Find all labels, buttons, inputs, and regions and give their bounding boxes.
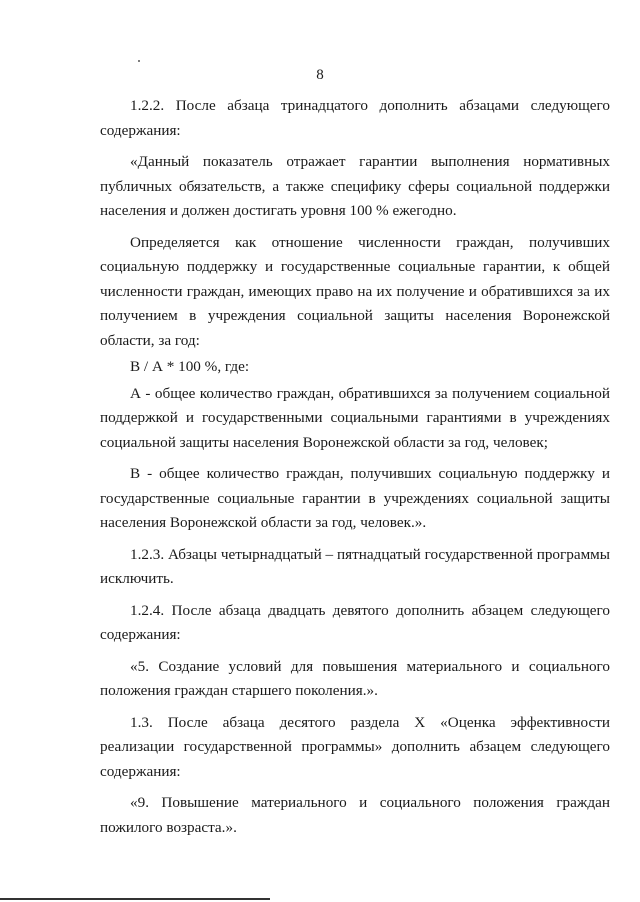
paragraph-item-5: «5. Создание условий для повышения материального и социального положения граждан старшего поколения.». bbox=[100, 657, 610, 699]
paragraph-1-2-3: 1.2.3. Абзацы четырнадцатый – пятнадцатый государственной программы исключить. bbox=[100, 545, 610, 587]
paragraph-variable-a: А - общее количество граждан, обратившихся за получением социальной поддержкой и государственными социальными гарантиями в учреждениях социальной защиты населения Воронежской области за год, человек; bbox=[100, 384, 610, 451]
paragraph-variable-b: В - общее количество граждан, получивших социальную поддержку и государственные социальные гарантии в учреждениях социальной защиты населения Воронежской области за год, человек.». bbox=[100, 465, 610, 531]
document-body bbox=[100, 94, 610, 847]
page-number: 8 bbox=[316, 67, 324, 83]
paragraph-1-3: 1.3. После абзаца десятого раздела X «Оценка эффективности реализации государственной программы» дополнить абзацем следующего содержания: bbox=[100, 713, 610, 780]
paragraph-calculation-definition: Определяется как отношение численности граждан, получивших социальную поддержку и государственные социальные гарантии, к общей численности граждан, имеющих право на их получение и обратившихся за их получением в учреждения социальной защиты населения Воронежской области, за год: bbox=[100, 233, 610, 349]
paragraph-formula: В / А * 100 %, где: bbox=[130, 358, 250, 375]
scan-edge-line bbox=[0, 898, 270, 900]
paragraph-item-9: «9. Повышение материального и социального положения граждан пожилого возраста.». bbox=[100, 794, 610, 836]
paragraph-1-2-2: 1.2.2. После абзаца тринадцатого дополнить абзацами следующего содержания: bbox=[100, 97, 610, 139]
scan-artifact-dot bbox=[138, 60, 140, 62]
paragraph-1-2-4: 1.2.4. После абзаца двадцать девятого дополнить абзацем следующего содержания: bbox=[100, 601, 610, 643]
paragraph-indicator-description: «Данный показатель отражает гарантии выполнения нормативных публичных обязательств, а также специфику сферы социальной поддержки населения и должен достигать уровня 100 % ежегодно. bbox=[100, 153, 610, 219]
